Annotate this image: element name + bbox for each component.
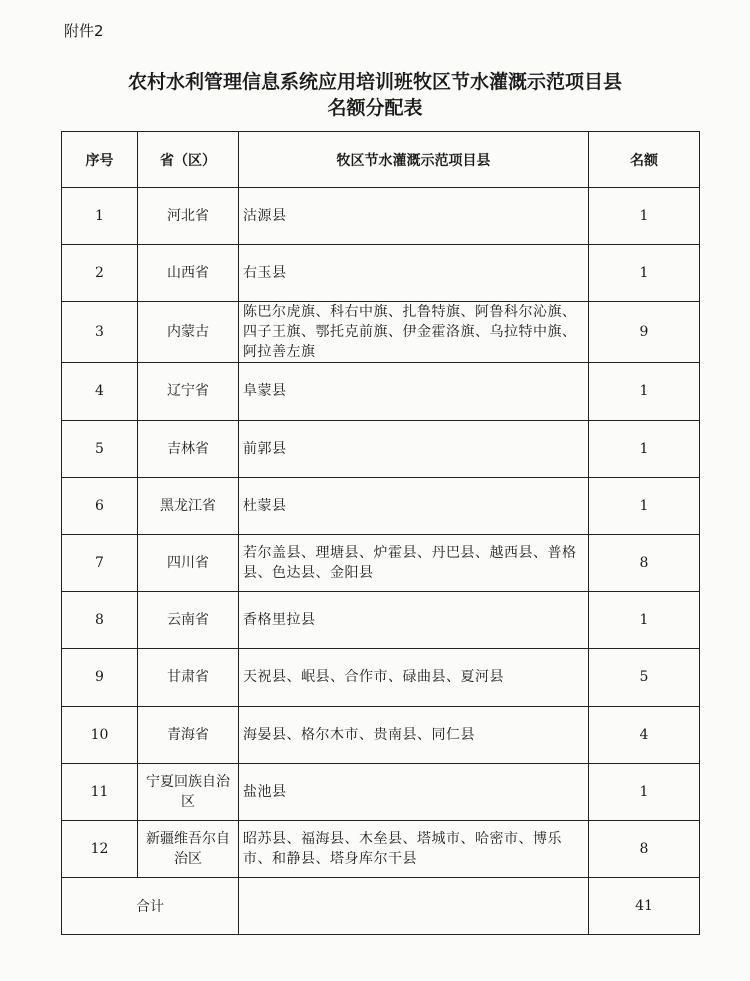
header-seq: 序号 [62, 132, 138, 188]
row-county: 盐池县 [239, 763, 589, 820]
row-quota: 1 [589, 245, 700, 302]
row-seq: 12 [62, 820, 138, 877]
row-county: 海晏县、格尔木市、贵南县、同仁县 [239, 706, 589, 763]
row-quota: 9 [589, 302, 700, 363]
row-county: 沽源县 [239, 188, 589, 245]
table-row [62, 477, 700, 534]
row-seq: 5 [62, 420, 138, 477]
quota-allocation-table [61, 131, 700, 935]
row-quota: 1 [589, 763, 700, 820]
row-quota: 5 [589, 649, 700, 706]
row-county: 陈巴尔虎旗、科右中旗、扎鲁特旗、阿鲁科尔沁旗、四子王旗、鄂托克前旗、伊金霍洛旗、乌拉特中旗、阿拉善左旗 [239, 302, 589, 363]
row-province: 新疆维吾尔自治区 [138, 820, 239, 877]
row-county: 阜蒙县 [239, 363, 589, 420]
row-province: 黑龙江省 [138, 477, 239, 534]
row-province: 山西省 [138, 245, 239, 302]
row-province: 内蒙古 [138, 302, 239, 363]
row-county: 右玉县 [239, 245, 589, 302]
row-province: 宁夏回族自治区 [138, 763, 239, 820]
header-quota: 名额 [589, 132, 700, 188]
row-province: 四川省 [138, 534, 239, 591]
row-seq: 7 [62, 534, 138, 591]
total-row [62, 878, 700, 935]
table-row [62, 534, 700, 591]
row-seq: 1 [62, 188, 138, 245]
table-row [62, 363, 700, 420]
header-county: 牧区节水灌溉示范项目县 [239, 132, 589, 188]
attachment-label: 附件2 [64, 22, 104, 40]
row-province: 辽宁省 [138, 363, 239, 420]
row-quota: 8 [589, 534, 700, 591]
row-county: 香格里拉县 [239, 592, 589, 649]
table-row [62, 420, 700, 477]
table-row [62, 706, 700, 763]
row-quota: 1 [589, 592, 700, 649]
table-row [62, 302, 700, 363]
table-row [62, 188, 700, 245]
total-county [239, 878, 589, 935]
table-row [62, 649, 700, 706]
row-quota: 8 [589, 820, 700, 877]
row-county: 前郭县 [239, 420, 589, 477]
document-title: 农村水利管理信息系统应用培训班牧区节水灌溉示范项目县 [127, 71, 622, 93]
row-province: 河北省 [138, 188, 239, 245]
row-county: 昭苏县、福海县、木垒县、塔城市、哈密市、博乐市、和静县、塔身库尔干县 [239, 820, 589, 877]
row-quota: 1 [589, 477, 700, 534]
total-label: 合计 [62, 878, 239, 935]
row-seq: 8 [62, 592, 138, 649]
row-province: 吉林省 [138, 420, 239, 477]
table-header-row [62, 132, 700, 188]
row-seq: 2 [62, 245, 138, 302]
table-row [62, 763, 700, 820]
row-quota: 4 [589, 706, 700, 763]
table-row [62, 820, 700, 877]
table-row [62, 592, 700, 649]
row-quota: 1 [589, 420, 700, 477]
row-quota: 1 [589, 188, 700, 245]
header-province: 省（区） [138, 132, 239, 188]
row-seq: 11 [62, 763, 138, 820]
row-province: 甘肃省 [138, 649, 239, 706]
row-county: 若尔盖县、理塘县、炉霍县、丹巴县、越西县、普格县、色达县、金阳县 [239, 534, 589, 591]
row-quota: 1 [589, 363, 700, 420]
row-county: 杜蒙县 [239, 477, 589, 534]
row-county: 天祝县、岷县、合作市、碌曲县、夏河县 [239, 649, 589, 706]
table-row [62, 245, 700, 302]
row-province: 青海省 [138, 706, 239, 763]
row-seq: 6 [62, 477, 138, 534]
table-body [62, 188, 700, 878]
document-subtitle: 名额分配表 [327, 97, 423, 119]
row-province: 云南省 [138, 592, 239, 649]
row-seq: 4 [62, 363, 138, 420]
row-seq: 10 [62, 706, 138, 763]
row-seq: 9 [62, 649, 138, 706]
row-seq: 3 [62, 302, 138, 363]
total-quota: 41 [589, 878, 700, 935]
